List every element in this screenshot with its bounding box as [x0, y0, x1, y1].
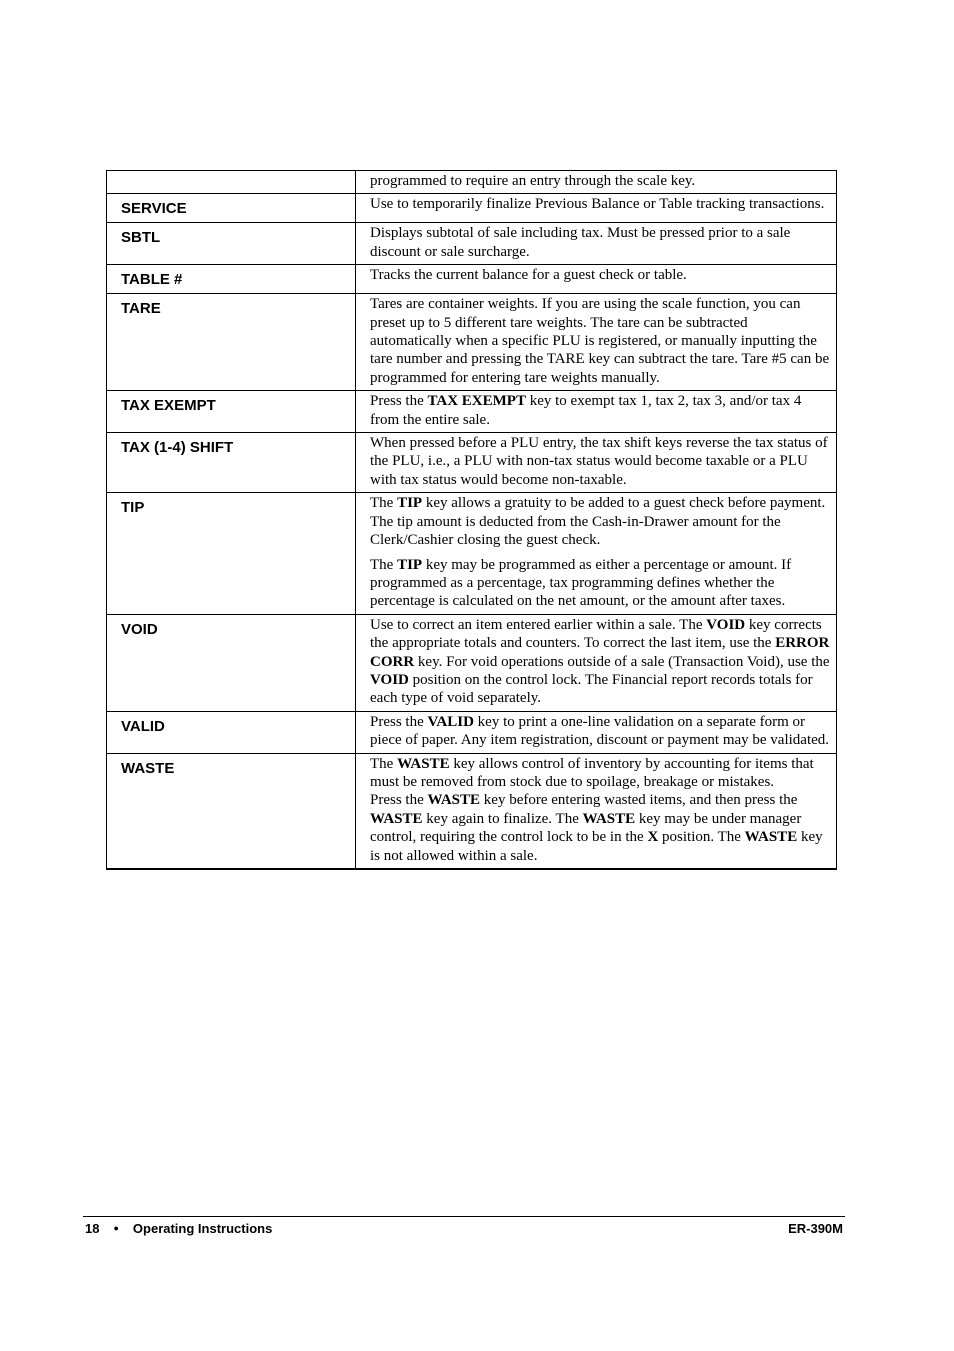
key-reference: WASTE: [427, 792, 481, 809]
text-run: Tracks the current balance for a guest check or table.: [370, 267, 687, 284]
key-reference: TAX EXEMPT: [427, 393, 526, 410]
description-paragraph: [370, 224, 830, 261]
key-name: [107, 171, 356, 194]
key-description: [356, 265, 837, 294]
text-run: The: [370, 495, 398, 512]
text-run: The: [370, 755, 398, 772]
text-run: key may be under manager control, requiring the control lock to be in the: [370, 810, 802, 846]
table-row: [107, 753, 837, 869]
key-reference: ERROR CORR: [370, 635, 830, 670]
key-description: [356, 433, 837, 493]
text-run: key is not allowed within a sale.: [370, 829, 823, 864]
key-description: [356, 711, 837, 753]
key-reference: TIP: [397, 495, 423, 512]
key-description-table: [106, 170, 837, 870]
page-footer: [83, 1216, 845, 1236]
text-run: key allows control of inventory by accounting for items that must be removed from stock due to spoilage, breakage or mistakes.: [370, 755, 814, 790]
key-name: TABLE #: [107, 265, 356, 294]
text-run: key to print a one-line validation on a separate form or piece of paper. Any item registration, discount or payment may be validated.: [370, 713, 830, 749]
key-reference: X: [647, 829, 659, 846]
table-row: [107, 194, 837, 223]
key-reference: WASTE: [397, 755, 450, 772]
text-run: position on the control lock. The Financial report records totals for each type of void separately.: [370, 671, 813, 707]
description-paragraph: [370, 755, 830, 792]
table-row: [107, 223, 837, 265]
text-run: Press the: [370, 713, 428, 730]
description-paragraph: [370, 616, 830, 708]
text-run: Use to temporarily finalize Previous Balance or Table tracking transactions.: [370, 196, 825, 213]
text-run: key may be programmed as either a percentage or amount. If programmed as a percentage, tax programming defines whether the percentage is calculated on the net amount, or the amount after taxes.: [370, 556, 792, 610]
text-run: Use to correct an item entered earlier within a sale. The: [370, 616, 707, 633]
table-row: [107, 614, 837, 711]
section-title: Operating Instructions: [132, 1221, 273, 1236]
key-description: [356, 294, 837, 391]
key-description: [356, 223, 837, 265]
table-row: [107, 294, 837, 391]
description-paragraph: [370, 494, 830, 549]
text-run: key to exempt tax 1, tax 2, tax 3, and/or tax 4 from the entire sale.: [370, 393, 802, 428]
description-paragraph: [370, 791, 830, 865]
table-row: [107, 171, 837, 194]
description-paragraph: [370, 172, 830, 190]
key-reference: VALID: [427, 713, 474, 730]
text-run: programmed to require an entry through the scale key.: [370, 173, 696, 189]
key-name: TARE: [107, 294, 356, 391]
key-description: [356, 171, 837, 194]
key-description: [356, 493, 837, 614]
description-paragraph: [370, 266, 830, 284]
key-description: [356, 391, 837, 433]
key-reference: WASTE: [370, 810, 423, 827]
description-paragraph: [370, 434, 830, 489]
text-run: key. For void operations outside of a sale (Transaction Void), use the: [414, 653, 830, 670]
key-reference: WASTE: [744, 829, 798, 846]
text-run: key again to finalize. The: [422, 810, 583, 827]
table-row: [107, 433, 837, 493]
description-paragraph: [370, 713, 830, 750]
text-run: key corrects the appropriate totals and counters. To correct the last item, use the: [370, 616, 822, 652]
key-reference: VOID: [706, 616, 746, 633]
model-name: ER-390M: [788, 1221, 843, 1236]
key-name: TAX EXEMPT: [107, 391, 356, 433]
footer-left: [85, 1221, 272, 1236]
page-number: 18: [85, 1221, 100, 1236]
key-reference: WASTE: [582, 810, 636, 827]
key-name: SERVICE: [107, 194, 356, 223]
text-run: Tares are container weights. If you are using the scale function, you can preset up to 5 different tare weights. The tare can be subtracted automatically when a specific PLU is registered, or manually inputting the tare number and pressing the TARE key can subtract the tare. Tare #5 can be programmed for entering tare weights manually.: [370, 296, 830, 386]
table-body: [107, 171, 837, 870]
description-paragraph: [370, 295, 830, 387]
key-reference: TIP: [397, 556, 423, 573]
table-row: [107, 493, 837, 614]
key-name: WASTE: [107, 753, 356, 869]
key-name: SBTL: [107, 223, 356, 265]
key-description: [356, 194, 837, 223]
text-run: When pressed before a PLU entry, the tax shift keys reverse the tax status of the PLU, i.e., a PLU with non-tax status would become taxable or a PLU with tax status would become non-taxable.: [370, 435, 828, 488]
text-run: Press the: [370, 792, 428, 809]
table-row: [107, 711, 837, 753]
text-run: Displays subtotal of sale including tax. Must be pressed prior to a sale discount or sale surcharge.: [370, 225, 791, 260]
key-description: [356, 753, 837, 869]
bullet-icon: ●: [113, 1223, 119, 1233]
key-name: TAX (1-4) SHIFT: [107, 433, 356, 493]
key-name: TIP: [107, 493, 356, 614]
key-name: VALID: [107, 711, 356, 753]
table-row: [107, 391, 837, 433]
text-run: key allows a gratuity to be added to a guest check before payment. The tip amount is deducted from the Cash-in-Drawer amount for the Clerk/Cashier closing the guest check.: [370, 495, 826, 549]
description-paragraph: [370, 195, 830, 213]
description-paragraph: [370, 556, 830, 611]
table-row: [107, 265, 837, 294]
key-description: [356, 614, 837, 711]
key-name: VOID: [107, 614, 356, 711]
description-paragraph: [370, 392, 830, 429]
text-run: The: [370, 556, 398, 573]
key-reference: VOID: [370, 671, 409, 688]
text-run: position. The: [658, 829, 745, 846]
text-run: Press the: [370, 393, 428, 410]
text-run: key before entering wasted items, and then press the: [480, 792, 798, 809]
